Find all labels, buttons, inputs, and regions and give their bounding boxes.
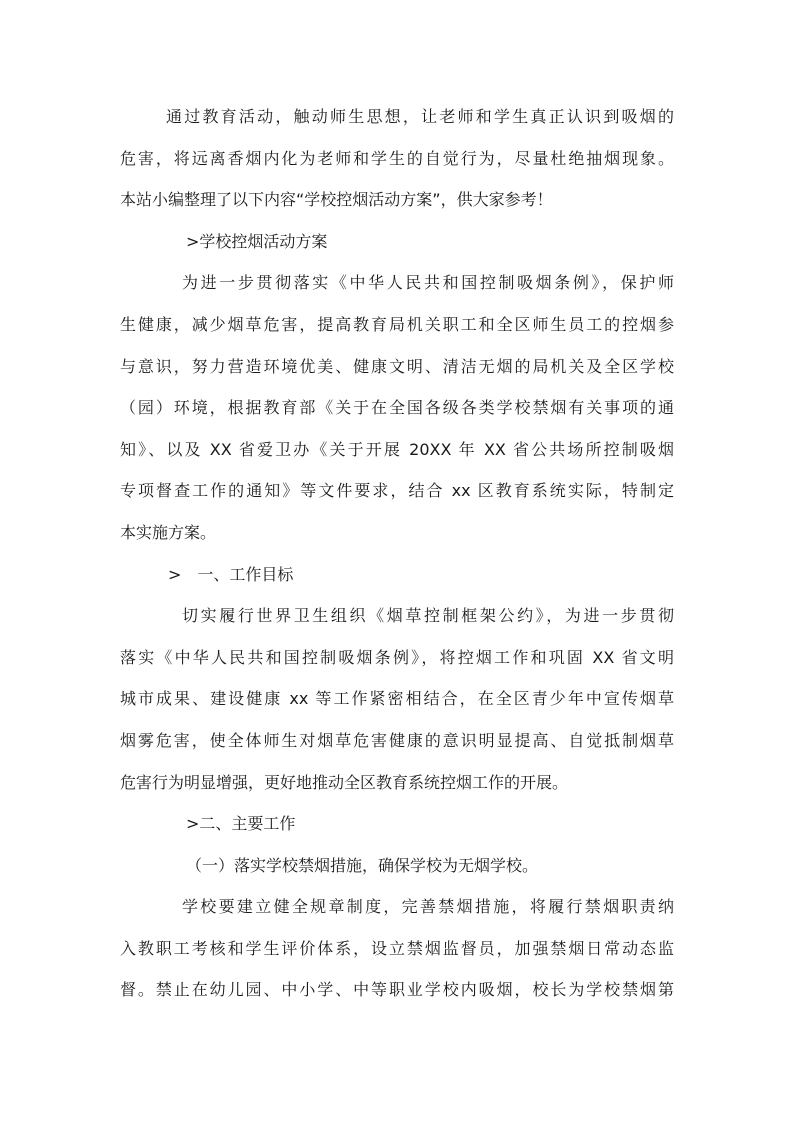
para1-line-4: （园）环境，根据教育部《关于在全国各级各类学校禁烟有关事项的通 xyxy=(120,398,674,418)
para1-line-7: 本实施方案。 xyxy=(120,522,217,542)
para1-line-1: 为进一步贯彻落实《中华人民共和国控制吸烟条例》，保护师 xyxy=(182,273,674,293)
section-2-heading: >二、主要工作 xyxy=(186,814,296,834)
document-page xyxy=(120,96,674,1011)
paragraph-2 xyxy=(120,595,674,803)
para3-line-1: 学校要建立健全规章制度，完善禁烟措施，将履行禁烟职责纳 xyxy=(182,897,674,917)
intro-line-1: 通过教育活动，触动师生思想，让老师和学生真正认识到吸烟的 xyxy=(166,107,674,126)
subsection-1-heading: （一）落实学校禁烟措施，确保学校为无烟学校。 xyxy=(186,855,539,875)
para2-line-1: 切实履行世界卫生组织《烟草控制框架公约》，为进一步贯彻 xyxy=(182,606,674,626)
para2-line-5: 危害行为明显增强，更好地推动全区教育系统控烟工作的开展。 xyxy=(120,772,569,792)
intro-line-2: 危害，将远离香烟内化为老师和学生的自觉行为，尽量杜绝抽烟现象。 xyxy=(120,148,674,168)
para1-line-2: 生健康，减少烟草危害，提高教育局机关职工和全区师生员工的控烟参 xyxy=(120,314,674,334)
para3-line-2: 入教职工考核和学生评价体系，设立禁烟监督员，加强禁烟日常动态监 xyxy=(120,938,674,958)
section-1-heading: > 一、工作目标 xyxy=(168,564,294,584)
para1-line-6: 专项督查工作的通知》等文件要求，结合 xx 区教育系统实际，特制定 xyxy=(120,481,674,501)
paragraph-1 xyxy=(120,262,674,553)
document-title: >学校控烟活动方案 xyxy=(186,231,328,251)
intro-paragraph xyxy=(120,96,674,221)
para1-line-3: 与意识，努力营造环境优美、健康文明、清洁无烟的局机关及全区学校 xyxy=(120,356,674,376)
paragraph-3 xyxy=(120,886,674,1011)
para2-line-3: 城市成果、建设健康 xx 等工作紧密相结合，在全区青少年中宣传烟草 xyxy=(120,689,674,709)
para2-line-4: 烟雾危害，使全体师生对烟草危害健康的意识明显提高、自觉抵制烟草 xyxy=(120,730,674,750)
intro-line-3: 本站小编整理了以下内容“学校控烟活动方案”，供大家参考！ xyxy=(120,190,553,210)
para3-line-3: 督。禁止在幼儿园、中小学、中等职业学校内吸烟，校长为学校禁烟第 xyxy=(120,980,674,1000)
para2-line-2: 落实《中华人民共和国控制吸烟条例》，将控烟工作和巩固 XX 省文明 xyxy=(120,647,674,667)
para1-line-5: 知》、以及 XX 省爱卫办《关于开展 20XX 年 XX 省公共场所控制吸烟 xyxy=(120,439,674,459)
